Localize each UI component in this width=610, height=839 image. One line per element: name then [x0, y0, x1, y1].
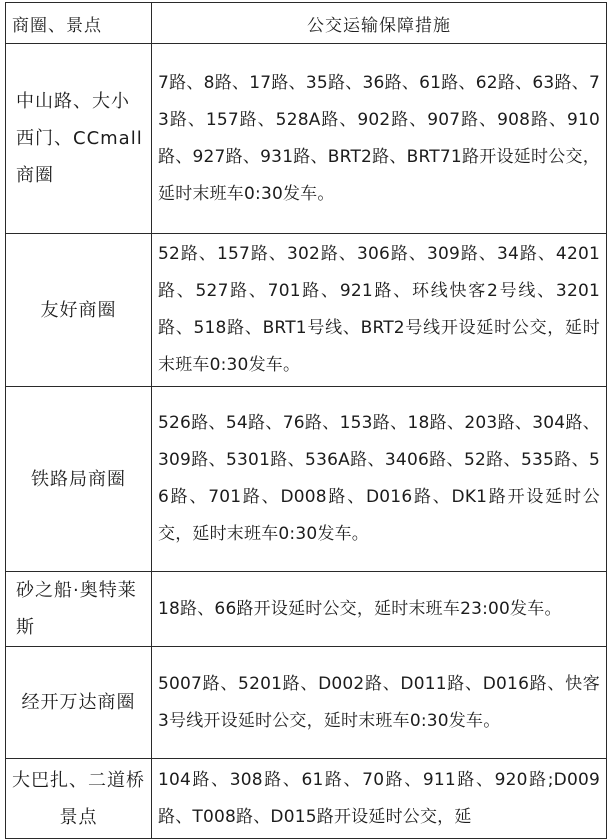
table-row — [6, 387, 607, 572]
area-cell: 经开万达商圈 — [6, 647, 152, 759]
table-row — [6, 572, 607, 647]
table-row — [6, 759, 607, 839]
table-row — [6, 647, 607, 759]
measures-cell: 52路、157路、302路、306路、309路、34路、4201路、527路、701路、921路、环线快客2号线、3201路、518路、BRT1号线、BRT2号线开设延时公交，延时末班车0:30发车。 — [152, 234, 607, 387]
measures-cell: 7路、8路、17路、35路、36路、61路、62路、63路、73路、157路、528A路、902路、907路、908路、910路、927路、931路、BRT2路、BRT71路开设延时公交，延时末班车0:30发车。 — [152, 44, 607, 234]
measures-cell: 526路、54路、76路、153路、18路、203路、304路、309路、5301路、536A路、3406路、52路、535路、56路、701路、D008路、D016路、DK1路开设延时公交，延时末班车0:30发车。 — [152, 387, 607, 572]
table-header-row — [6, 3, 607, 44]
table-row — [6, 44, 607, 234]
measures-cell: 18路、66路开设延时公交，延时末班车23:00发车。 — [152, 572, 607, 647]
area-cell: 友好商圈 — [6, 234, 152, 387]
table-row — [6, 234, 607, 387]
bus-measures-table — [5, 2, 607, 839]
area-cell: 铁路局商圈 — [6, 387, 152, 572]
header-measures: 公交运输保障措施 — [152, 3, 607, 44]
header-area: 商圈、景点 — [6, 3, 152, 44]
measures-cell: 5007路、5201路、D002路、D011路、D016路、快客3号线开设延时公交，延时末班车0:30发车。 — [152, 647, 607, 759]
measures-cell: 104路、308路、61路、70路、911路、920路;D009路、T008路、D015路开设延时公交，延 — [152, 759, 607, 839]
area-cell: 中山路、大小西门、CCmall商圈 — [6, 44, 152, 234]
area-cell: 大巴扎、二道桥景点 — [6, 759, 152, 839]
area-cell: 砂之船·奥特莱斯 — [6, 572, 152, 647]
